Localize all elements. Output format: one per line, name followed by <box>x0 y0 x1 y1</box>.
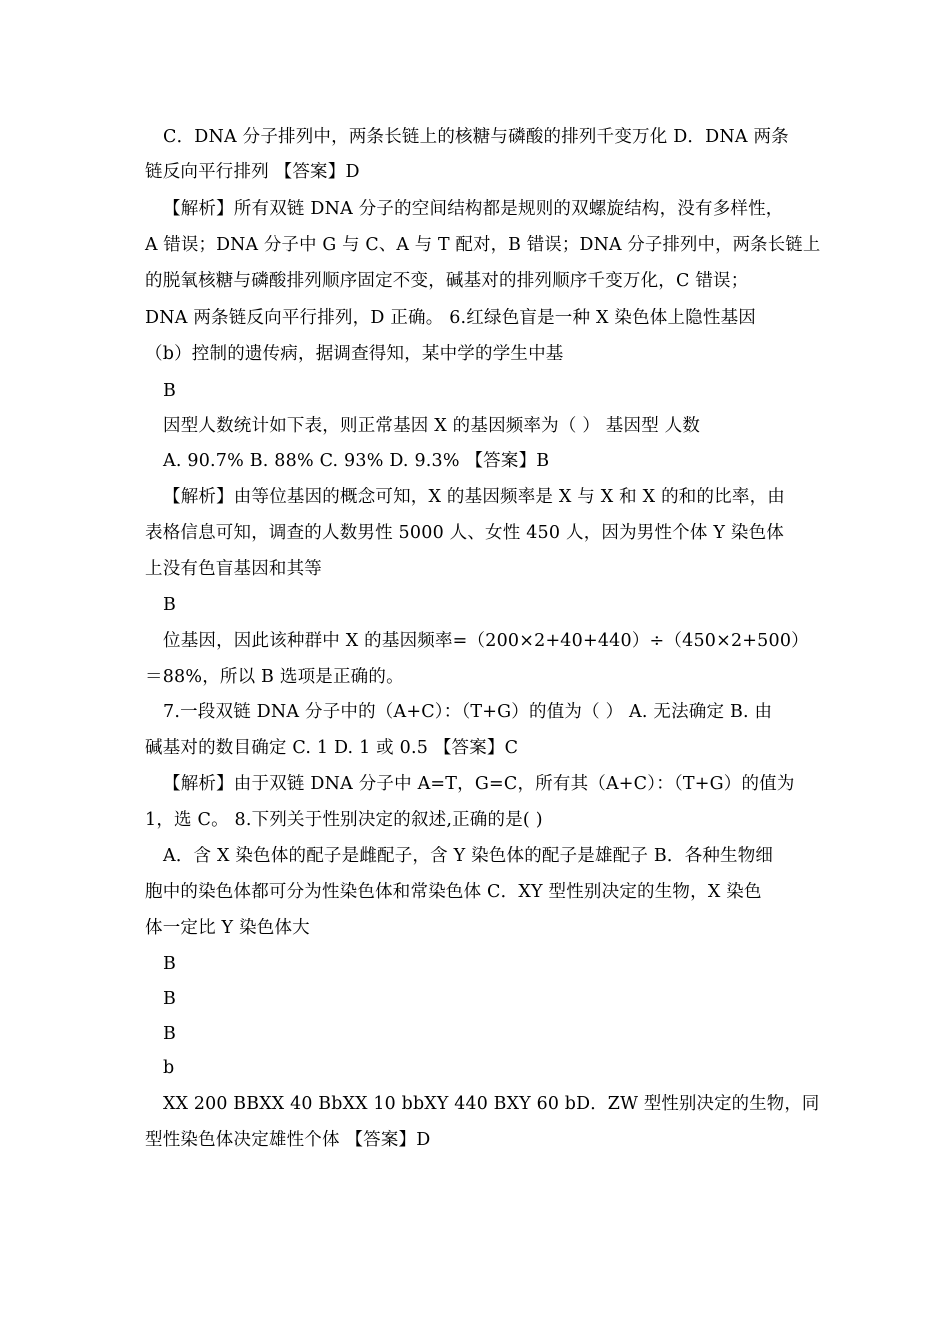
text-line: XX 200 BBXX 40 BbXX 10 bbXY 440 BXY 60 bD．ZW 型性别决定的生物，同 <box>163 1094 820 1114</box>
text-line: A. 90.7% B. 88% C. 93% D. 9.3% 【答案】B <box>163 451 550 471</box>
text-line: A 错误；DNA 分子中 G 与 C、A 与 T 配对，B 错误；DNA 分子排列中，两条长链上 <box>145 235 821 255</box>
text-line: 1，选 C。 8.下列关于性别决定的叙述,正确的是( ) <box>145 810 543 830</box>
text-line: 【解析】所有双链 DNA 分子的空间结构都是规则的双螺旋结构，没有多样性， <box>163 199 784 219</box>
text-line: 7.一段双链 DNA 分子中的（A+C）：（T+G）的值为（ ） A. 无法确定 B. 由 <box>163 702 773 722</box>
text-line: B <box>163 1024 177 1044</box>
text-line: 【解析】由于双链 DNA 分子中 A=T，G=C，所有其（A+C）：（T+G）的值为 <box>163 774 795 794</box>
text-line: 胞中的染色体都可分为性染色体和常染色体 C．XY 型性别决定的生物，X 染色 <box>145 882 762 902</box>
text-line: B <box>163 595 177 615</box>
text-line: B <box>163 381 177 401</box>
text-line: 碱基对的数目确定 C. 1 D. 1 或 0.5 【答案】C <box>145 738 519 758</box>
text-line: DNA 两条链反向平行排列，D 正确。 6.红绿色盲是一种 X 染色体上隐性基因 <box>145 308 756 328</box>
text-line: 因型人数统计如下表，则正常基因 X 的基因频率为（ ） 基因型 人数 <box>163 416 701 436</box>
text-line: ＝88%，所以 B 选项是正确的。 <box>145 667 404 687</box>
text-line: 位基因，因此该种群中 X 的基因频率=（200×2+40+440）÷（450×2+500） <box>163 631 809 651</box>
text-line: B <box>163 989 177 1009</box>
text-line: 体一定比 Y 染色体大 <box>145 918 310 938</box>
text-line: b <box>163 1058 175 1078</box>
text-line: （b）控制的遗传病，据调查得知，某中学的学生中基 <box>145 344 564 364</box>
text-line: 型性染色体决定雄性个体 【答案】D <box>145 1130 431 1150</box>
text-line: C．DNA 分子排列中，两条长链上的核糖与磷酸的排列千变万化 D．DNA 两条 <box>163 127 789 147</box>
text-line: 链反向平行排列 【答案】D <box>145 162 360 182</box>
text-line: 的脱氧核糖与磷酸排列顺序固定不变，碱基对的排列顺序千变万化，C 错误； <box>145 271 749 291</box>
text-line: 表格信息可知，调查的人数男性 5000 人、女性 450 人，因为男性个体 Y 染色体 <box>145 523 784 543</box>
text-line: B <box>163 954 177 974</box>
text-line: 上没有色盲基因和其等 <box>145 559 322 579</box>
text-line: 【解析】由等位基因的概念可知，X 的基因频率是 X 与 X 和 X 的和的比率，由 <box>163 487 785 507</box>
text-line: A．含 X 染色体的配子是雌配子，含 Y 染色体的配子是雄配子 B．各种生物细 <box>163 846 774 866</box>
